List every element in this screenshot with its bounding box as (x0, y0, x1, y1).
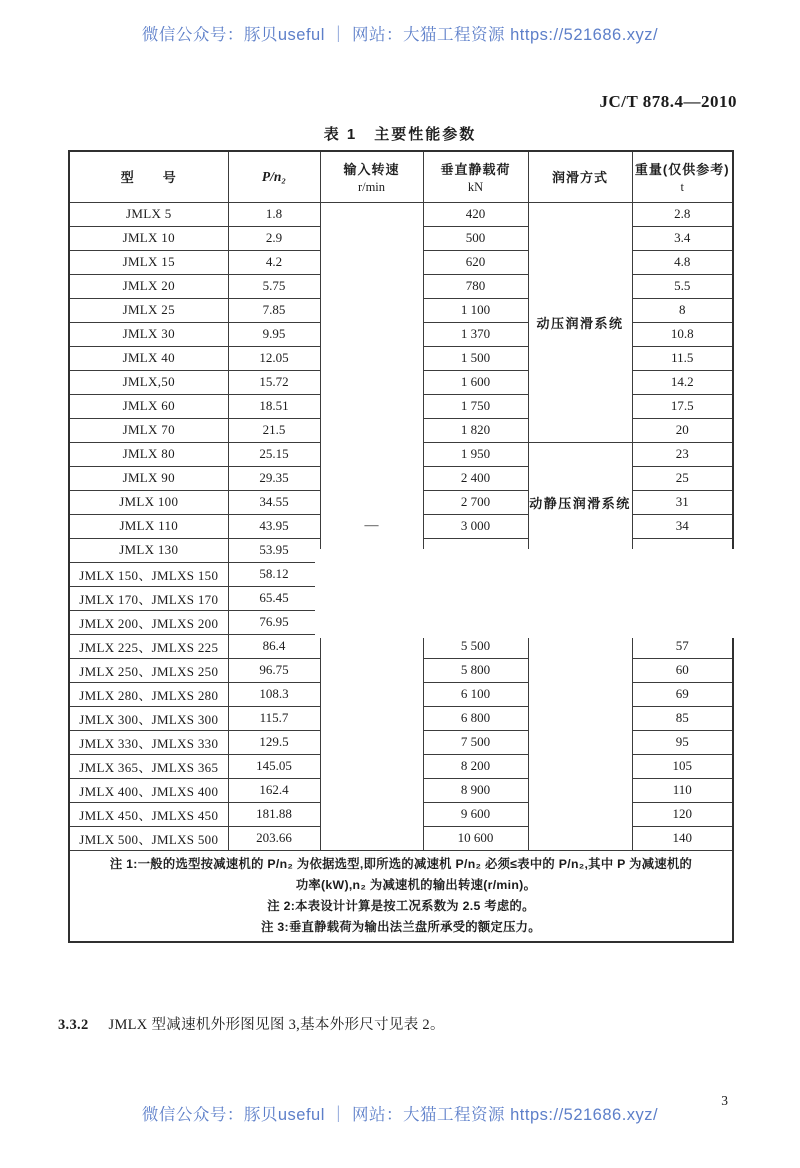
cell-lube-group-hybrid: 动静压润滑系统 (528, 442, 632, 562)
col-header-lube: 润滑方式 (528, 151, 632, 202)
cell-weight: 5.5 (632, 274, 733, 298)
cell-pn2: 2.9 (228, 226, 320, 250)
cell-pn2: 53.95 (228, 538, 320, 562)
col-header-load (423, 151, 528, 202)
cell-weight: 23 (632, 442, 733, 466)
cell-pn2: 129.5 (228, 730, 320, 754)
cell-lube-group-dynamic: 动压润滑系统 (528, 202, 632, 442)
cell-model: JMLX 250、JMLXS 250 (69, 658, 228, 682)
cell-pn2: 29.35 (228, 466, 320, 490)
table-title: 表 1 主要性能参数 (323, 126, 477, 143)
col-header-load-unit: kN (467, 179, 484, 194)
cell-model: JMLX 130 (69, 538, 228, 562)
note-1-line-2: 功率(kW),n₂ 为减速机的输出转速(r/min)。 (295, 877, 537, 892)
section-number: 3.3.2 (58, 1017, 89, 1033)
cell-pn2: 65.45 (228, 586, 320, 610)
cell-load: 1 500 (423, 346, 528, 370)
cell-load: 420 (423, 202, 528, 226)
cell-weight: 3.4 (632, 226, 733, 250)
cell-model: JMLX 150、JMLXS 150 (69, 562, 228, 586)
cell-pn2: 181.88 (228, 802, 320, 826)
cell-weight: 17.5 (632, 394, 733, 418)
cell-weight: 34 (632, 514, 733, 538)
cell-model: JMLX 450、JMLXS 450 (69, 802, 228, 826)
cell-model: JMLX 90 (69, 466, 228, 490)
cell-load: 1 750 (423, 394, 528, 418)
watermark-bottom: 微信公众号：豚贝useful ｜ 网站：大猫工程资源 https://521686.xyz/ (141, 1106, 659, 1124)
note-1-line-1: 注 1:一般的选型按减速机的 P/n₂ 为依据选型,即所选的减速机 P/n₂ 必须≤表中的 P/n₂,其中 P 为减速机的 (109, 856, 693, 871)
cell-model: JMLX 300、JMLXS 300 (69, 706, 228, 730)
cell-load: 1 600 (423, 370, 528, 394)
cell-pn2: 7.85 (228, 298, 320, 322)
cell-pn2: 96.75 (228, 658, 320, 682)
cell-weight: 10.8 (632, 322, 733, 346)
table-row (69, 202, 733, 226)
cell-pn2: 1.8 (228, 202, 320, 226)
cell-weight: 95 (632, 730, 733, 754)
cell-model: JMLX 20 (69, 274, 228, 298)
cell-weight: 85 (632, 706, 733, 730)
col-header-weight-unit: t (680, 179, 684, 194)
note-2: 注 2:本表设计计算是按工况系数为 2.5 考虑的。 (267, 898, 535, 913)
cell-pn2: 115.7 (228, 706, 320, 730)
cell-model: JMLX 70 (69, 418, 228, 442)
cell-model: JMLX 400、JMLXS 400 (69, 778, 228, 802)
cell-model: JMLX 330、JMLXS 330 (69, 730, 228, 754)
cell-model: JMLX 30 (69, 322, 228, 346)
performance-table (68, 150, 734, 943)
cell-weight: 25 (632, 466, 733, 490)
cell-model: JMLX 365、JMLXS 365 (69, 754, 228, 778)
page-number: 3 (721, 1093, 728, 1108)
cell-model: JMLX 80 (69, 442, 228, 466)
col-header-model: 型 号 (69, 151, 228, 202)
cell-model: JMLX 25 (69, 298, 228, 322)
cell-pn2: 25.15 (228, 442, 320, 466)
cell-pn2: 86.4 (228, 634, 320, 658)
cell-load: 1 820 (423, 418, 528, 442)
cell-pn2: 5.75 (228, 274, 320, 298)
cell-pn2: 18.51 (228, 394, 320, 418)
cell-weight: 20 (632, 418, 733, 442)
cell-load: 620 (423, 250, 528, 274)
cell-model: JMLX 500、JMLXS 500 (69, 826, 228, 850)
cell-load: 8 200 (423, 754, 528, 778)
col-header-weight-name: 重量(仅供参考) (634, 161, 730, 177)
cell-model: JMLX 10 (69, 226, 228, 250)
cell-model: JMLX 100 (69, 490, 228, 514)
cell-weight: 8 (632, 298, 733, 322)
cell-pn2: 9.95 (228, 322, 320, 346)
col-header-weight (632, 151, 733, 202)
cell-model: JMLX 200、JMLXS 200 (69, 610, 228, 634)
col-header-load-name: 垂直静载荷 (440, 161, 511, 177)
cell-pn2: 21.5 (228, 418, 320, 442)
cell-pn2: 43.95 (228, 514, 320, 538)
cell-weight: 14.2 (632, 370, 733, 394)
cell-load: 8 900 (423, 778, 528, 802)
cell-weight: 4.8 (632, 250, 733, 274)
cell-pn2: 203.66 (228, 826, 320, 850)
cell-pn2: 76.95 (228, 610, 320, 634)
cell-load: 10 600 (423, 826, 528, 850)
cell-load: 6 100 (423, 682, 528, 706)
cell-weight: 11.5 (632, 346, 733, 370)
cell-weight: 31 (632, 490, 733, 514)
doc-code: JC/T 878.4—2010 (599, 92, 737, 111)
cell-pn2: 108.3 (228, 682, 320, 706)
cell-load: 1 100 (423, 298, 528, 322)
cell-pn2: 58.12 (228, 562, 320, 586)
table-notes (69, 850, 733, 942)
col-header-pn2: P/n₂ (228, 151, 320, 202)
col-header-input-speed-name: 输入转速 (343, 161, 400, 177)
notes-row (69, 850, 733, 942)
cell-weight: 105 (632, 754, 733, 778)
cell-load: 5 500 (423, 634, 528, 658)
cell-weight: 110 (632, 778, 733, 802)
cell-pn2: 34.55 (228, 490, 320, 514)
cell-model: JMLX 60 (69, 394, 228, 418)
section-text: JMLX 型减速机外形图见图 3,基本外形尺寸见表 2。 (108, 1017, 445, 1033)
cell-model: JMLX 15 (69, 250, 228, 274)
cell-model: JMLX 5 (69, 202, 228, 226)
cell-load: 3 000 (423, 514, 528, 538)
cell-weight: 2.8 (632, 202, 733, 226)
cell-pn2: 145.05 (228, 754, 320, 778)
cell-load: 7 500 (423, 730, 528, 754)
cell-load: 780 (423, 274, 528, 298)
cell-load: 1 950 (423, 442, 528, 466)
cell-model: JMLX 225、JMLXS 225 (69, 634, 228, 658)
cell-pn2: 162.4 (228, 778, 320, 802)
cell-model: JMLX 170、JMLXS 170 (69, 586, 228, 610)
cell-load: 9 600 (423, 802, 528, 826)
cell-input-speed-dash: — (320, 202, 423, 850)
cell-load: 2 400 (423, 466, 528, 490)
scan-whiteout-artifact (315, 549, 748, 638)
cell-pn2: 15.72 (228, 370, 320, 394)
header-row (69, 151, 733, 202)
cell-load: 1 370 (423, 322, 528, 346)
cell-pn2: 12.05 (228, 346, 320, 370)
section-3-3-2 (58, 1013, 445, 1034)
cell-model: JMLX 110 (69, 514, 228, 538)
cell-model: JMLX,50 (69, 370, 228, 394)
col-header-input-speed (320, 151, 423, 202)
cell-model: JMLX 280、JMLXS 280 (69, 682, 228, 706)
cell-load: 2 700 (423, 490, 528, 514)
cell-weight: 60 (632, 658, 733, 682)
cell-weight: 120 (632, 802, 733, 826)
col-header-input-speed-unit: r/min (357, 179, 386, 194)
cell-pn2: 4.2 (228, 250, 320, 274)
cell-load: 500 (423, 226, 528, 250)
cell-model: JMLX 40 (69, 346, 228, 370)
cell-weight: 69 (632, 682, 733, 706)
cell-weight: 57 (632, 634, 733, 658)
note-3: 注 3:垂直静载荷为输出法兰盘所承受的额定压力。 (261, 919, 541, 934)
cell-load: 5 800 (423, 658, 528, 682)
watermark-top: 微信公众号：豚贝useful ｜ 网站：大猫工程资源 https://521686.xyz/ (141, 26, 659, 44)
cell-weight: 140 (632, 826, 733, 850)
cell-load: 6 800 (423, 706, 528, 730)
